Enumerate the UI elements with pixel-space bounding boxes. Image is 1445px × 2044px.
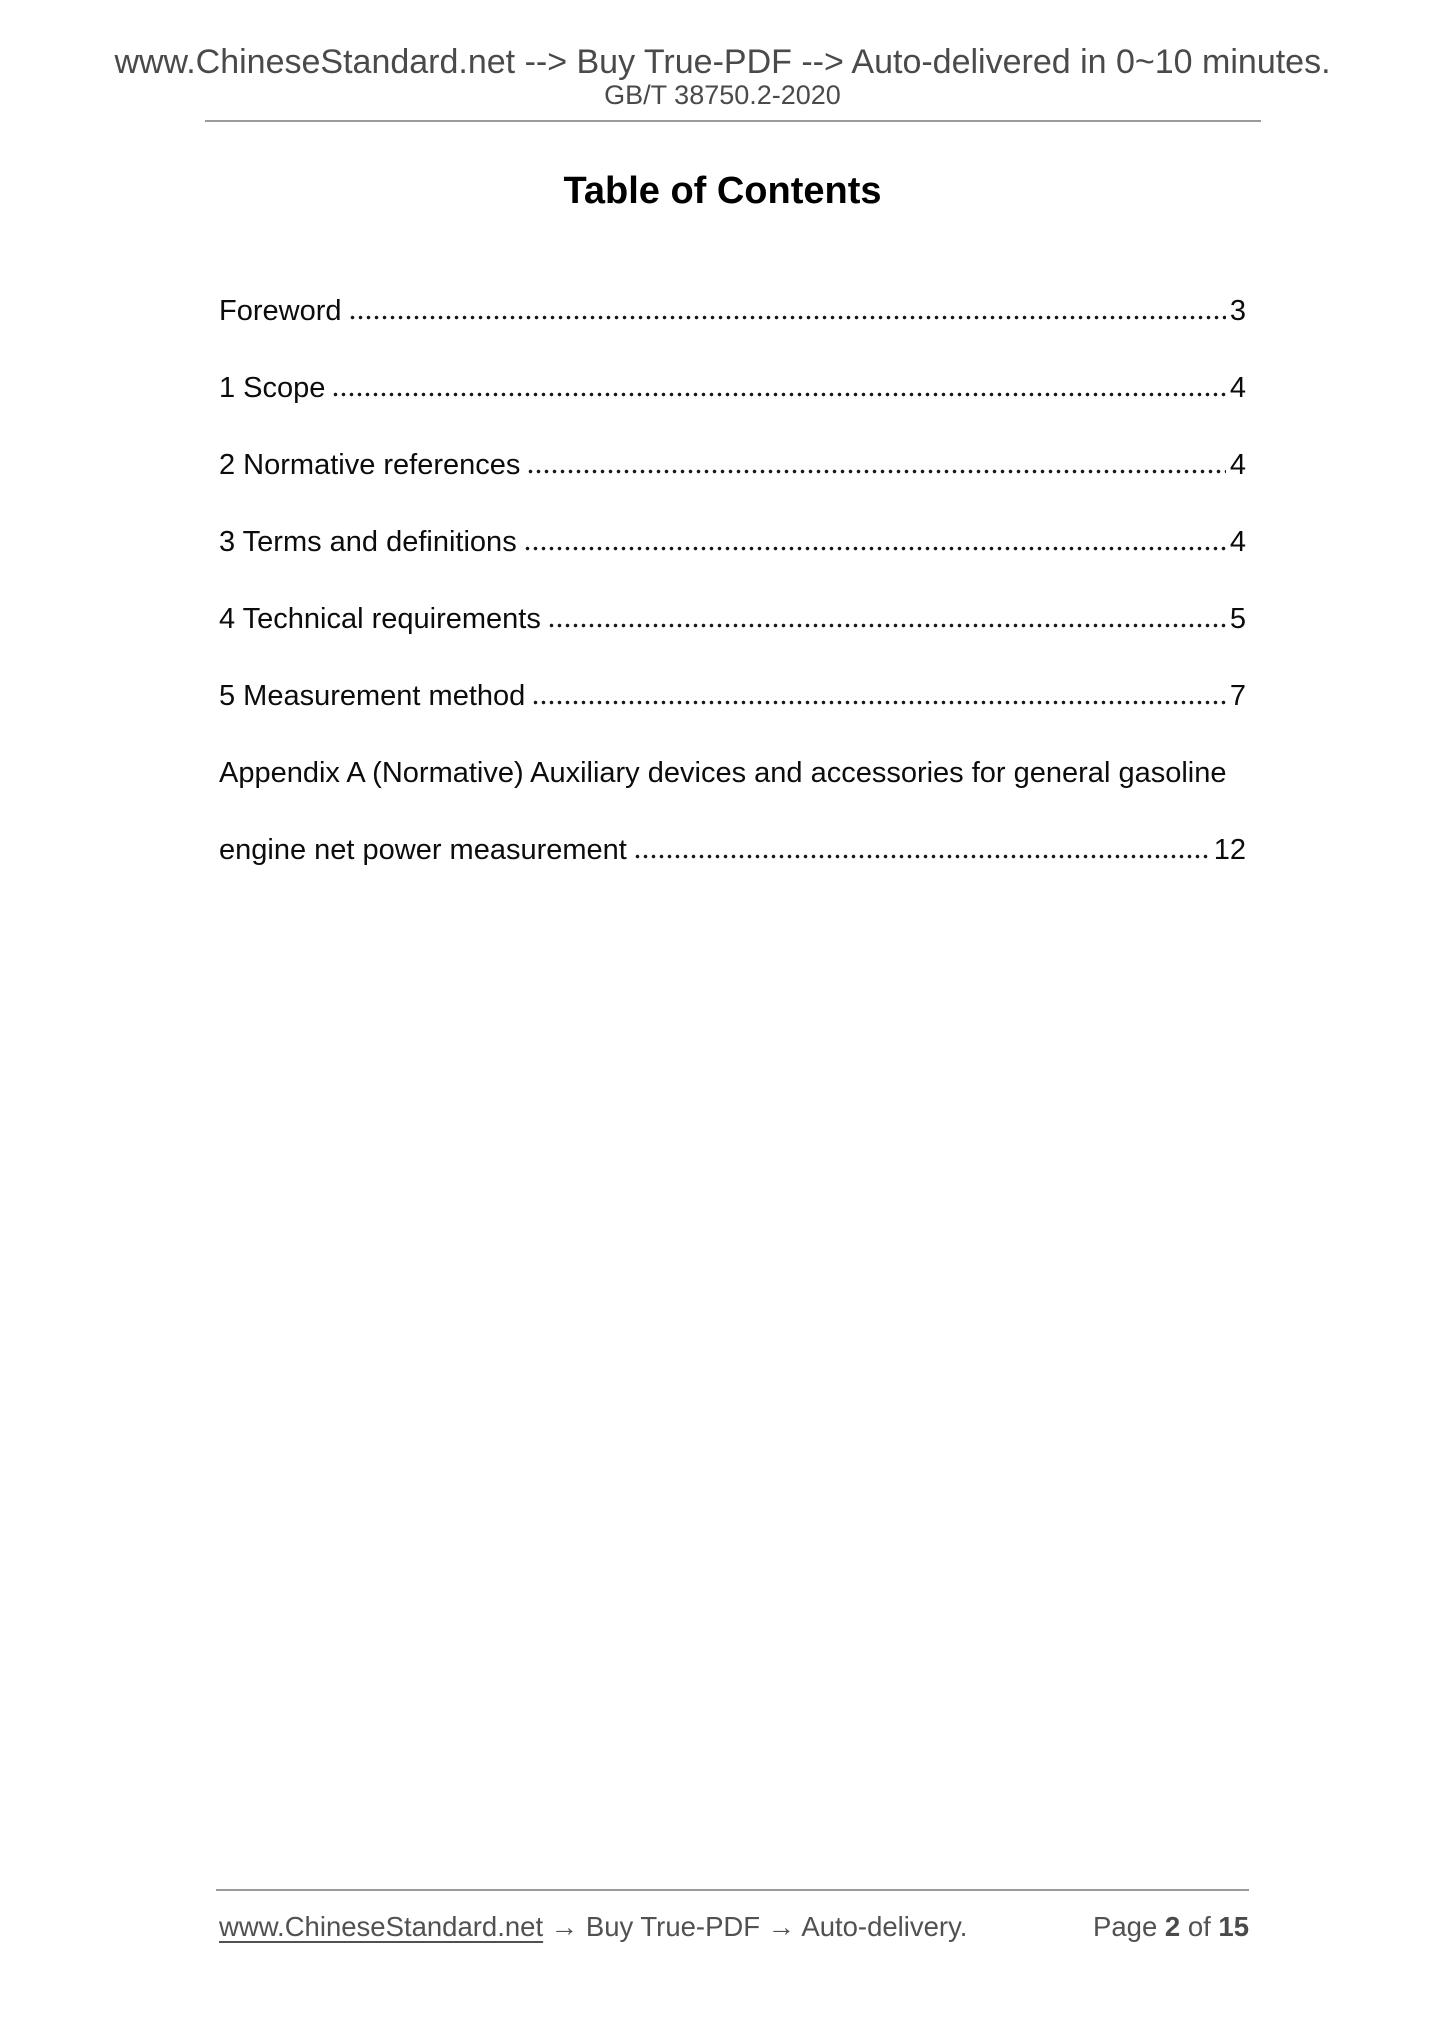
header-promo-text: www.ChineseStandard.net --> Buy True-PDF --> Auto-delivered in 0~10 minutes.	[114, 43, 1331, 81]
toc-entry-scope	[219, 350, 1246, 427]
footer-page-current: 2	[1164, 1911, 1181, 1942]
toc-entry-normative-references	[219, 427, 1246, 504]
toc-entry-label: Foreword	[219, 295, 342, 327]
toc-dot-leader	[525, 546, 1226, 551]
toc-entry-label: engine net power measurement	[219, 834, 627, 866]
toc-entry-label: 3 Terms and definitions	[219, 526, 517, 558]
toc-page-number: 7	[1229, 680, 1246, 712]
toc-entry-label: Appendix A (Normative) Auxiliary devices and accessories for general gasoline	[219, 757, 1227, 789]
toc-entry-appendix-a-line2	[219, 812, 1246, 889]
table-of-contents	[219, 273, 1246, 889]
toc-page-number: 3	[1229, 295, 1246, 327]
footer-tagline: → Buy True-PDF → Auto-delivery.	[543, 1911, 968, 1942]
header-doc-number: GB/T 38750.2-2020	[604, 80, 841, 110]
toc-entry-label: 1 Scope	[219, 372, 326, 404]
footer-promo	[219, 1911, 967, 1943]
toc-dot-leader	[528, 469, 1225, 474]
toc-page-number: 4	[1229, 372, 1246, 404]
toc-entry-label: 5 Measurement method	[219, 680, 526, 712]
footer-page-label: Page	[1093, 1911, 1158, 1942]
toc-entry-foreword	[219, 273, 1246, 350]
toc-page-number: 4	[1229, 526, 1246, 558]
toc-dot-leader	[533, 700, 1226, 705]
toc-entry-measurement-method	[219, 658, 1246, 735]
toc-dot-leader	[549, 623, 1226, 628]
footer-page-total: 15	[1218, 1911, 1249, 1942]
footer-of-label: of	[1180, 1911, 1219, 1942]
toc-entry-appendix-a-line1	[219, 735, 1246, 812]
page-title: Table of Contents	[563, 170, 882, 212]
toc-page-number: 5	[1229, 603, 1246, 635]
page-footer	[219, 1911, 1249, 1943]
toc-dot-leader	[635, 854, 1210, 859]
footer-site-link[interactable]: www.ChineseStandard.net	[219, 1911, 544, 1942]
footer-divider	[216, 1889, 1249, 1891]
toc-dot-leader	[350, 315, 1226, 320]
toc-entry-label: 4 Technical requirements	[219, 603, 541, 635]
toc-entry-label: 2 Normative references	[219, 449, 521, 481]
header-divider	[205, 120, 1261, 122]
toc-entry-terms-definitions	[219, 504, 1246, 581]
toc-dot-leader	[333, 392, 1225, 397]
toc-entry-technical-requirements	[219, 581, 1246, 658]
footer-page-indicator	[1093, 1911, 1249, 1943]
toc-page-number: 4	[1229, 449, 1246, 481]
toc-page-number: 12	[1213, 834, 1246, 866]
